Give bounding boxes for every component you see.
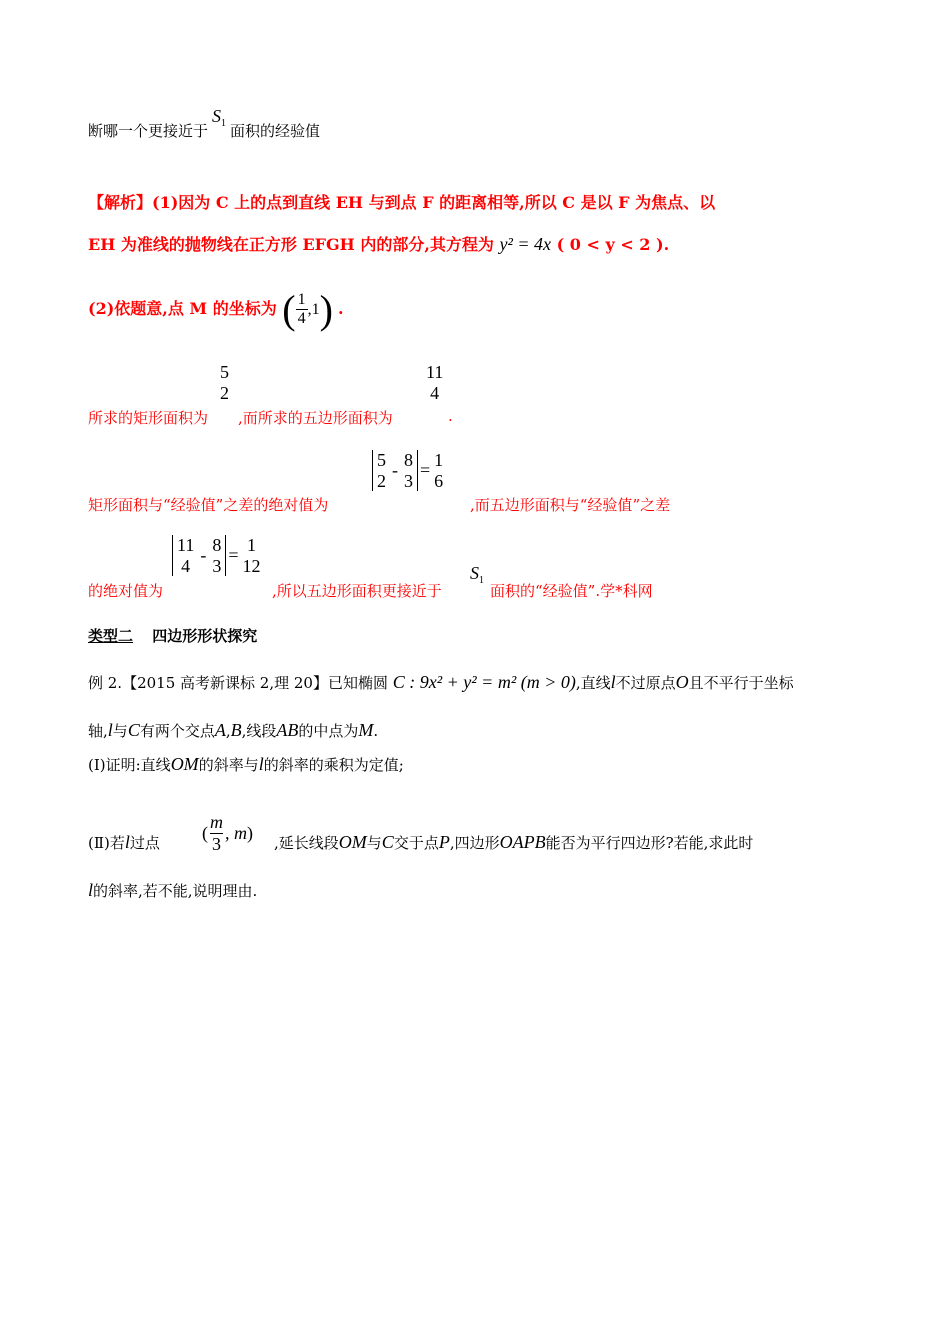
intro-text: 断哪一个更接近于 <box>88 122 209 140</box>
example-line-2: 轴,l与C有两个交点A,B,线段AB的中点为M. <box>88 720 379 740</box>
s1-symbol-2: $S_1$ <box>470 563 484 586</box>
areas-text-2: ,而所求的五边形面积为 <box>238 409 393 427</box>
analysis-tag: 【解析】 <box>88 193 153 212</box>
example-intro: 例 2.【2015 高考新课标 2,理 20】已知椭圆 <box>88 674 388 692</box>
areas-text-1: 所求的矩形面积为 <box>88 409 209 427</box>
s1-symbol: $S_1$ <box>212 106 227 129</box>
analysis-text-2: EH 为准线的抛物线在正方形 EFGH 内的部分,其方程为 <box>88 235 494 254</box>
analysis-text-1: (1)因为 C 上的点到直线 EH 与到点 F 的距离相等,所以 C 是以 F 为焦点、以 <box>152 193 716 212</box>
section-heading <box>88 625 257 646</box>
analysis-text-3: (2)依题意,点 M 的坐标为 <box>88 299 277 318</box>
question-1: (Ⅰ)证明:直线OM的斜率与l的斜率的乘积为定值; <box>88 754 404 774</box>
intro-line <box>88 106 321 143</box>
diff1-expression: 5 2 - 8 3 = 1 6 <box>372 450 445 491</box>
ellipse-equation: C : 9x² + y² = m² (m > 0) <box>392 672 576 692</box>
analysis-line-1 <box>88 190 715 213</box>
heading-title: 四边形形状探究 <box>152 627 258 645</box>
diff2-text-2: ,所以五边形面积更接近于 <box>272 582 442 600</box>
analysis-line-3: (2)依题意,点 M 的坐标为 ( $\frac{1}{4}$ ,1) . <box>88 287 344 332</box>
diff2-text-3: 面积的“经验值”.学*科网 <box>490 582 653 600</box>
rect-area-frac: 5 2 <box>220 362 229 403</box>
heading-label: 类型二 <box>88 627 134 645</box>
diff1-text-2: ,而五边形面积与“经验值”之差 <box>470 496 671 514</box>
penta-area-frac: 11 4 <box>426 362 444 403</box>
diff1-text-1: 矩形面积与“经验值”之差的绝对值为 <box>88 496 329 514</box>
point-m-coord: ( $\frac{1}{4}$ ,1) <box>282 287 333 332</box>
example-line-1: 例 2.【2015 高考新课标 2,理 20】已知椭圆 C : 9x² + y² = m² (m > 0),直线l不过原点O且不平行于坐标 <box>88 672 794 692</box>
diff2-expression: 11 4 - 8 3 = 1 12 <box>172 535 263 576</box>
range-condition: ( 0 < y < 2 ). <box>556 235 670 254</box>
parabola-equation: y² = 4x <box>499 234 552 254</box>
point-expression: ( $\frac{m}{3}$ , m ) <box>202 812 253 854</box>
analysis-line-2 <box>88 232 669 255</box>
diff2-text-1: 的绝对值为 <box>88 582 164 600</box>
intro-suffix: 面积的经验值 <box>230 122 321 140</box>
question-2-cont: l的斜率,若不能,说明理由. <box>88 880 258 900</box>
